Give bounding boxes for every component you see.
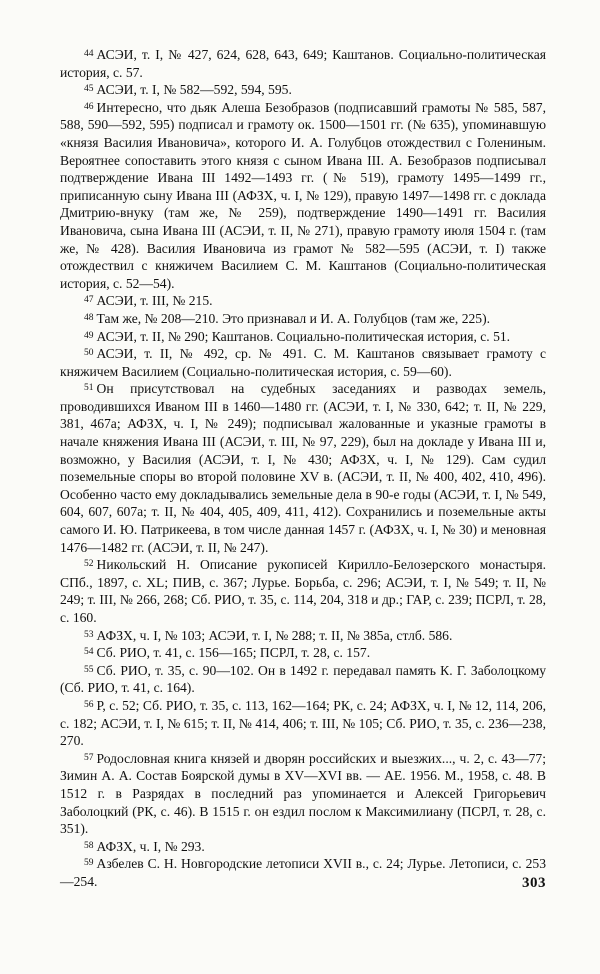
footnote-text: Сб. РИО, т. 41, с. 156—165; ПСРЛ, т. 28, с. 157. [96, 645, 371, 661]
footnote-text: АСЭИ, т. II, № 290; Каштанов. Социально-политическая история, с. 51. [96, 328, 511, 344]
footnote-text: Он присутствовал на судебных заседаниях и разводах земель, проводившихся Иваном III в 1460—1480 гг. (АСЭИ, т. I, № 330, 642; т. II, № 229, 381, 467а; АФЗХ, ч. I, № 249); подписывал жалованные и указные грамоты в начале княжения Ивана III (АСЭИ, т. III, № 97, 229), был на докладе у Ивана III и, возможно, у Василия (АСЭИ, т. I, № 430; АФЗХ, ч. I, № 129). Сам судил поземельные споры во второй половине XV в. (АСЭИ, т. II, № 400, 402, 410, 496). Особенно часто ему докладывались земельные дела в 90-е годы (АСЭИ, т. I, № 549, 604, 607, 607а; т. II, № 404, 405, 409, 411, 412). Сохранились и поземельные акты самого И. Ю. Патрикеева, в том числе данная 1457 г. (АФЗХ, ч. I, № 30) и меновная 1476—1482 гг. (АСЭИ, т. II, № 247). [60, 381, 546, 555]
footnote-text: АСЭИ, т. III, № 215. [96, 293, 213, 309]
footnote-text: Никольский Н. Описание рукописей Кирилло-Белозерского монастыря. СПб., 1897, с. XL; ПИВ, с. 367; Лурье. Борьба, с. 296; АСЭИ, т. I, № 549; т. II, № 249; т. III, № 266, 268; Сб. РИО, т. 35, с. 114, 204, 318 и др.; ГАР, с. 239; ПСРЛ, т. 28, с. 160. [60, 557, 546, 625]
footnote-text: АСЭИ, т. I, № 427, 624, 628, 643, 649; Каштанов. Социально-политическая история, с. 57. [60, 47, 546, 80]
footnote-text: Там же, № 208—210. Это признавал и И. А. Голубцов (там же, 225). [96, 310, 491, 326]
footnote-number: 56 [84, 699, 94, 710]
footnote-49 [60, 328, 546, 346]
footnote-50 [60, 345, 546, 380]
footnote-57 [60, 750, 546, 838]
footnote-number: 49 [84, 330, 94, 341]
footnote-number: 46 [84, 101, 94, 112]
footnote-text: Родословная книга князей и дворян российских и выезжих..., ч. 2, с. 43—77; Зимин А. А. Состав Боярской думы в XV—XVI вв. — АЕ. 1956. М., 1958, с. 48. В 1512 г. в Разрядах в последний раз упоминается и Алексей Григорьевич Заболоцкий (РК, с. 46). В 1515 г. он ездил послом к Максимилиану (ПСРЛ, т. 28, с. 351). [60, 750, 546, 837]
footnote-53 [60, 627, 546, 645]
footnote-number: 51 [84, 383, 94, 394]
footnote-56 [60, 697, 546, 750]
footnote-text: АФЗХ, ч. I, № 293. [96, 838, 205, 854]
footnote-54 [60, 644, 546, 662]
footnote-59 [60, 855, 546, 890]
footnote-text: Р, с. 52; Сб. РИО, т. 35, с. 113, 162—164; РК, с. 24; АФЗХ, ч. I, № 12, 114, 206, с. 182; АСЭИ, т. I, № 615; т. II, № 414, 406; т. III, № 105; Сб. РИО, т. 35, с. 236—238, 270. [60, 697, 546, 749]
footnote-58 [60, 838, 546, 856]
footnote-number: 57 [84, 752, 94, 763]
footnote-number: 54 [84, 647, 94, 658]
page-number: 303 [522, 875, 546, 891]
footnote-number: 59 [84, 858, 94, 869]
footnote-number: 47 [84, 295, 94, 306]
footnotes [60, 46, 546, 891]
footnote-51 [60, 380, 546, 556]
footnote-text: АСЭИ, т. II, № 492, ср. № 491. С. М. Каштанов связывает грамоту с княжичем Василием (Социально-политическая история, с. 59—60). [60, 346, 546, 379]
footnote-number: 44 [84, 49, 94, 59]
footnote-44 [60, 46, 546, 81]
footnote-number: 50 [84, 348, 94, 359]
footnote-55 [60, 662, 546, 697]
footnote-number: 58 [84, 840, 94, 851]
footnote-number: 55 [84, 664, 94, 675]
footnote-text: Азбелев С. Н. Новгородские летописи XVII в., с. 24; Лурье. Летописи, с. 253—254. [60, 856, 546, 889]
footnote-46 [60, 99, 546, 293]
footnote-text: Сб. РИО, т. 35, с. 90—102. Он в 1492 г. передавал память К. Г. Заболоцкому (Сб. РИО, т. 41, с. 164). [60, 662, 546, 696]
footnote-52 [60, 556, 546, 626]
footnote-47 [60, 292, 546, 310]
footnote-text: Интересно, что дьяк Алеша Безобразов (подписавший грамоты № 585, 587, 588, 590—592, 595) подписал и грамоту ок. 1500—1501 гг. (№ 635), упоминавшую «князя Василия Ивановича», которого И. А. Голубцов отождествил с Голениным. Вероятнее сопоставить этого князя с сыном Ивана III. А. Безобразов подписывал подтверждение Ивана III 1492—1493 гг. (№ 519), грамоту 1495—1499 гг., приписанную сыну Ивана III (АФЗХ, ч. I, № 129), правую 1497—1498 гг. с доклада Дмитрию-внуку (там же, № 259), подтверждение 1490—1491 гг. Василия Ивановича, сына Ивана III (АСЭИ, т. II, № 271), правую грамоту июля 1504 г. (там же, № 428). Василия Ивановича из грамот № 582—595 (АСЭИ, т. I) также отождествил с княжичем Василием С. М. Каштанов (Социально-политическая история, с. 52—54). [60, 99, 546, 291]
footnote-45 [60, 81, 546, 99]
footnote-text: АФЗХ, ч. I, № 103; АСЭИ, т. I, № 288; т. II, № 385а, стлб. 586. [96, 627, 453, 643]
footnote-number: 52 [84, 559, 94, 570]
footnote-number: 48 [84, 312, 94, 323]
footnote-48 [60, 310, 546, 328]
footnote-number: 45 [84, 84, 94, 95]
footnote-number: 53 [84, 629, 94, 640]
footnote-text: АСЭИ, т. I, № 582—592, 594, 595. [96, 82, 292, 98]
